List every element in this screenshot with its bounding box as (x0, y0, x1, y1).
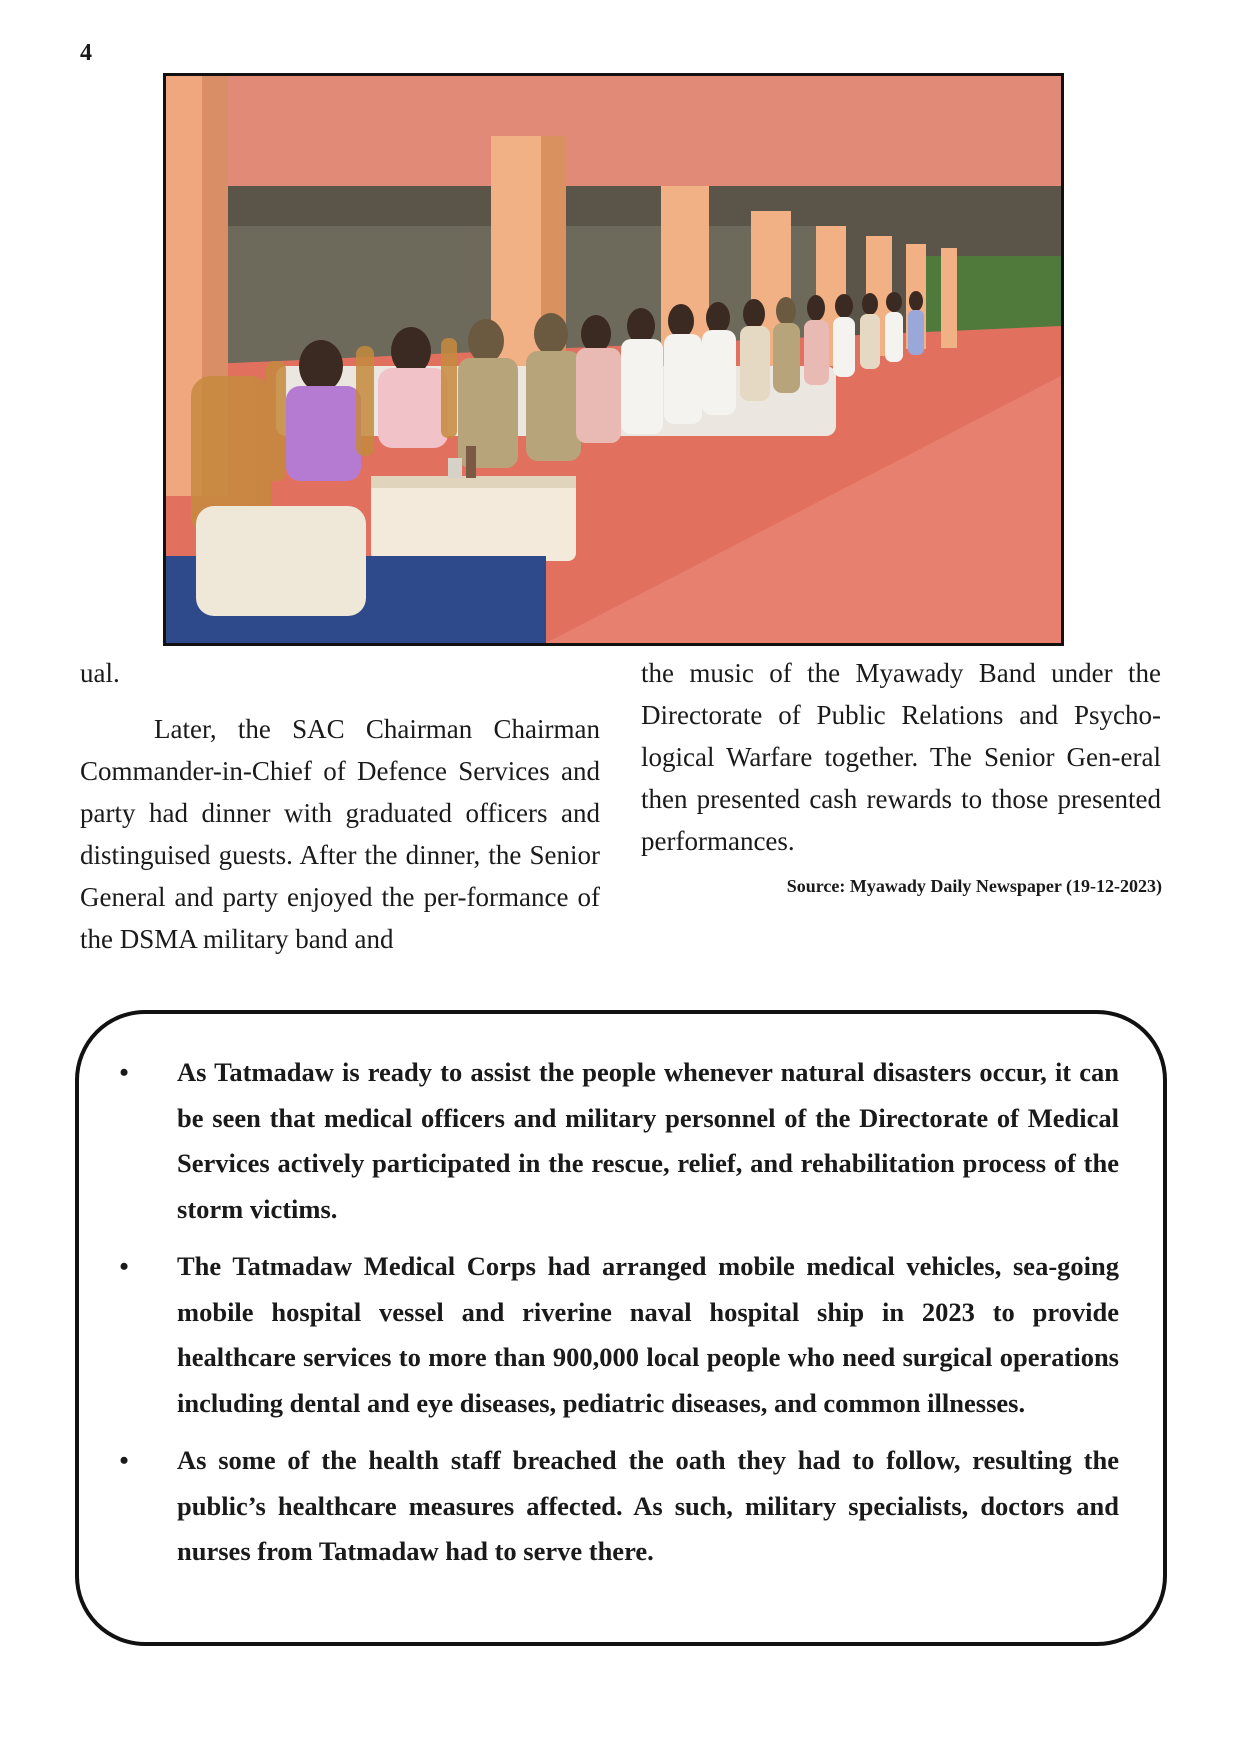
highlight-item-text: As Tatmadaw is ready to assist the people whenever natural disasters occur, it can be seen that medical officers and military personnel of the Directorate of Medical Services actively participated in the rescue, relief, and rehabilitation process of the storm victims. (177, 1057, 1119, 1224)
left-column-fragment: ual. (80, 658, 120, 688)
photo-illustration (166, 76, 1061, 643)
highlight-list (109, 1050, 1119, 1587)
left-column-paragraph: Later, the SAC Chairman Chairman Commander-in-Chief of Defence Services and party had dinner with graduated officers and distinguised guests. After the dinner, the Senior General and party enjoyed the per-formance of the DSMA military band and (80, 714, 600, 954)
highlight-box (75, 1010, 1167, 1646)
highlight-item (109, 1244, 1119, 1426)
bullet-icon: • (119, 1058, 129, 1087)
left-column (80, 652, 600, 960)
bullet-icon: • (119, 1446, 129, 1475)
page-number: 4 (80, 40, 92, 66)
highlight-item (109, 1050, 1119, 1232)
bullet-icon: • (119, 1252, 129, 1281)
source-citation: Source: Myawady Daily Newspaper (19-12-2023) (786, 876, 1162, 896)
highlight-item-text: As some of the health staff breached the oath they had to follow, resulting the public’s healthcare measures affected. As such, military specialists, doctors and nurses from Tatmadaw had to serve there. (177, 1445, 1119, 1566)
highlight-item (109, 1438, 1119, 1575)
ceremony-photo (163, 73, 1064, 646)
right-column-paragraph: the music of the Myawady Band under the Directorate of Public Relations and Psycho-logical Warfare together. The Senior Gen-eral then presented cash rewards to those presented performances. (641, 658, 1161, 856)
highlight-item-text: The Tatmadaw Medical Corps had arranged mobile medical vehicles, sea-going mobile hospital vessel and riverine naval hospital ship in 2023 to provide healthcare services to more than 900,000 local people who need surgical operations including dental and eye diseases, pediatric diseases, and common illnesses. (177, 1251, 1119, 1418)
right-column (641, 652, 1161, 862)
